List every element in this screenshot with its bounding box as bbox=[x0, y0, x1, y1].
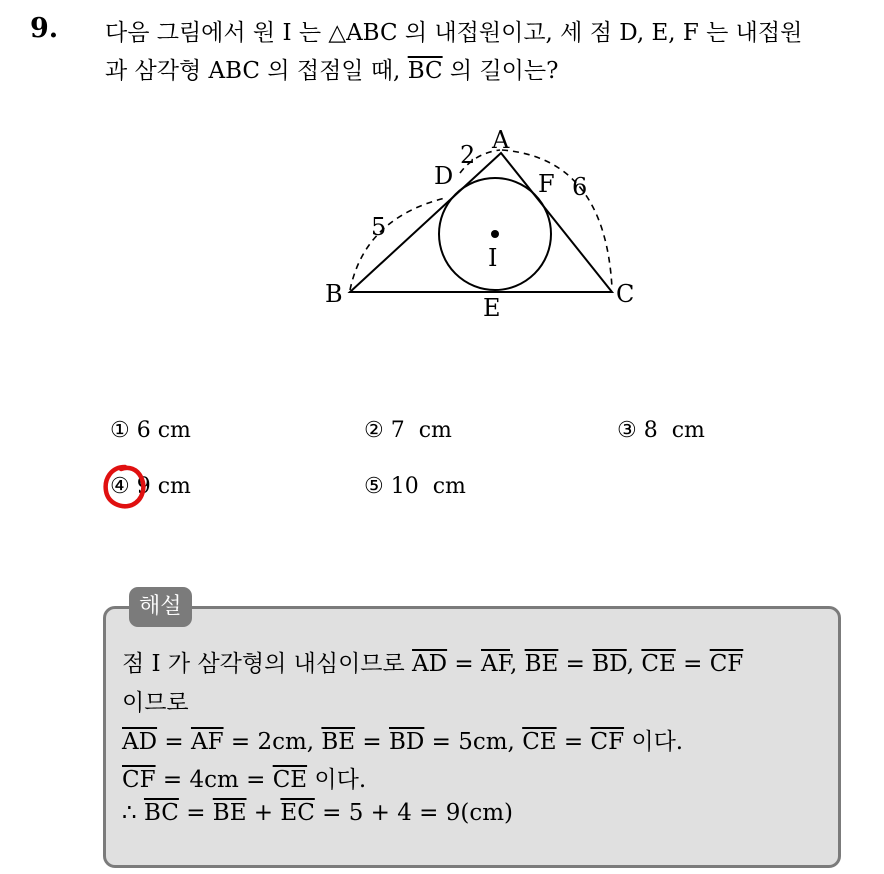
length-bd: 5 bbox=[371, 213, 387, 241]
solution-line-1 bbox=[122, 645, 743, 678]
segment: $\overline{BD}$ bbox=[592, 651, 627, 677]
solution-text: 이다. bbox=[307, 767, 367, 793]
label-b: B bbox=[325, 280, 343, 308]
segment: $\overline{CE}$ bbox=[522, 729, 557, 755]
segment: $\overline{AD}$ bbox=[122, 729, 158, 755]
solution-text: 이다. bbox=[624, 729, 684, 755]
choice-marker: ⑤ bbox=[364, 474, 384, 499]
label-i: I bbox=[488, 244, 498, 272]
arc-bd bbox=[350, 198, 445, 290]
solution-text: = bbox=[558, 651, 593, 677]
solution-text: = bbox=[157, 729, 191, 755]
solution-text: , bbox=[626, 651, 642, 677]
choice-text: 10 cm bbox=[390, 474, 466, 499]
question-text bbox=[105, 14, 875, 90]
choice-2[interactable] bbox=[364, 418, 452, 443]
segment: $\overline{EC}$ bbox=[280, 800, 315, 826]
length-cf: 6 bbox=[572, 173, 588, 201]
length-ad: 2 bbox=[460, 141, 476, 169]
choice-text: 8 cm bbox=[643, 418, 705, 443]
choice-1[interactable] bbox=[110, 418, 191, 443]
solution-text: , bbox=[510, 651, 525, 677]
solution-text: = bbox=[447, 651, 482, 677]
solution-text: = bbox=[178, 800, 213, 826]
choice-3[interactable] bbox=[617, 418, 705, 443]
segment: $\overline{BD}$ bbox=[389, 729, 425, 755]
solution-text: = bbox=[556, 729, 591, 755]
solution-text: = bbox=[355, 729, 389, 755]
segment-bc: $\overline{BC}$ bbox=[407, 58, 443, 84]
arc-cf bbox=[502, 150, 612, 288]
choice-marker: ② bbox=[364, 418, 384, 443]
segment: $\overline{CF}$ bbox=[590, 729, 625, 755]
therefore-symbol: ∴ bbox=[122, 800, 144, 826]
question-line-2 bbox=[105, 52, 875, 90]
incenter-dot bbox=[491, 230, 499, 238]
choice-5[interactable] bbox=[364, 474, 466, 499]
solution-text: = 2cm, bbox=[223, 729, 322, 755]
segment: $\overline{CF}$ bbox=[709, 651, 744, 677]
solution-line-3 bbox=[122, 723, 683, 756]
segment: $\overline{BE}$ bbox=[212, 800, 247, 826]
label-a: A bbox=[492, 126, 510, 154]
solution-text: = 4cm = bbox=[155, 767, 273, 793]
question-text-part: 의 길이는? bbox=[442, 58, 559, 84]
segment: $\overline{AF}$ bbox=[190, 729, 224, 755]
segment: $\overline{AF}$ bbox=[481, 651, 511, 677]
segment: $\overline{CE}$ bbox=[272, 767, 308, 793]
segment: $\overline{BC}$ bbox=[143, 800, 179, 826]
answer-circle-mark bbox=[101, 463, 151, 513]
incircle-figure bbox=[320, 118, 650, 328]
label-c: C bbox=[616, 280, 635, 308]
label-d: D bbox=[434, 162, 454, 190]
question-line-1: 다음 그림에서 원 I 는 △ABC 의 내접원이고, 세 점 D, E, F 는 내접원 bbox=[105, 20, 803, 46]
segment: $\overline{CF}$ bbox=[122, 767, 156, 793]
question-text-part: 과 삼각형 ABC 의 접점일 때, bbox=[105, 58, 408, 84]
label-f: F bbox=[538, 170, 555, 198]
solution-line-5 bbox=[122, 800, 513, 826]
solution-text: 점 I 가 삼각형의 내심이므로 bbox=[122, 651, 413, 677]
choice-marker: ③ bbox=[617, 418, 637, 443]
choice-text: 6 cm bbox=[136, 418, 191, 443]
solution-text: = 5cm, bbox=[424, 729, 523, 755]
solution-text: = bbox=[675, 651, 710, 677]
choice-text: 9 cm bbox=[136, 474, 191, 499]
label-e: E bbox=[483, 294, 501, 322]
segment: $\overline{AD}$ bbox=[412, 651, 448, 677]
solution-text: = 5 + 4 = 9(cm) bbox=[314, 800, 514, 826]
choice-marker: ① bbox=[110, 418, 130, 443]
choice-marker: ④ bbox=[110, 474, 130, 499]
segment: $\overline{BE}$ bbox=[321, 729, 356, 755]
solution-text: + bbox=[246, 800, 281, 826]
segment: $\overline{BE}$ bbox=[524, 651, 559, 677]
choice-text: 7 cm bbox=[390, 418, 452, 443]
question-number: 9. bbox=[30, 13, 59, 44]
segment: $\overline{CE}$ bbox=[641, 651, 676, 677]
solution-tag: 해설 bbox=[129, 587, 192, 627]
solution-line-2: 이므로 bbox=[122, 690, 189, 716]
solution-line-4 bbox=[122, 761, 366, 794]
